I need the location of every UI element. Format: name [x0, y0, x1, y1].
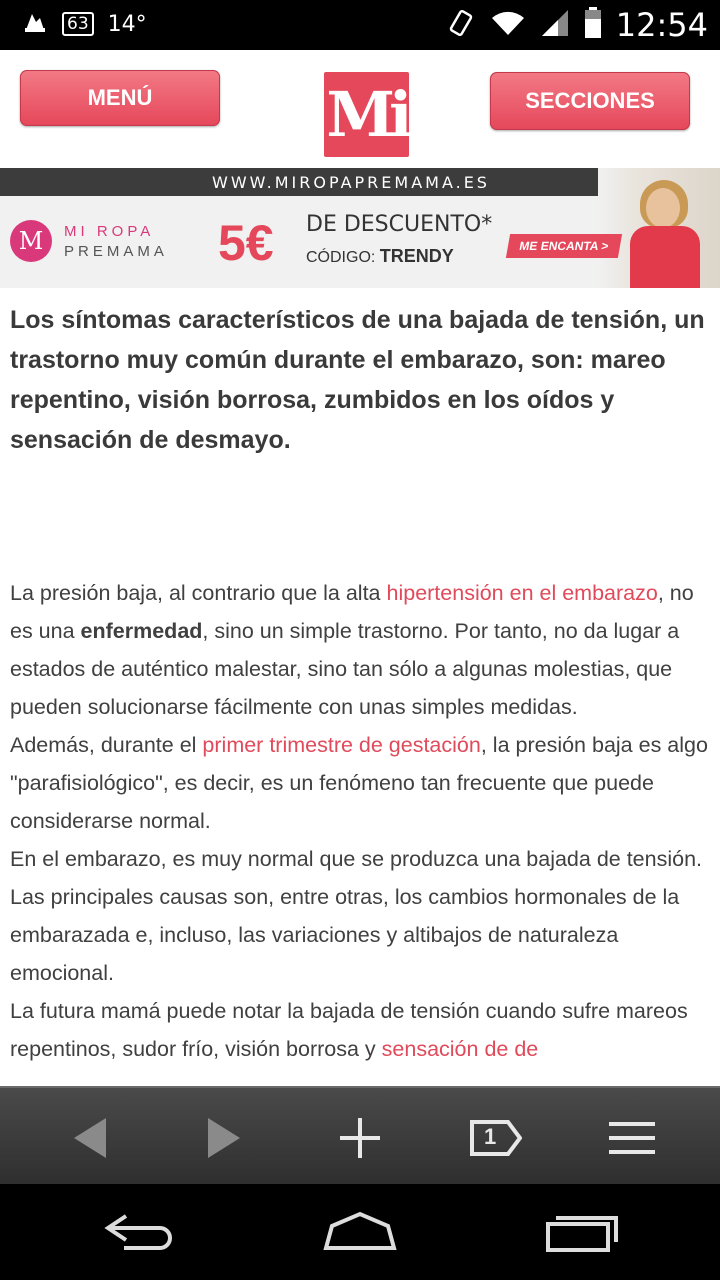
brand-name	[64, 222, 168, 262]
ad-cta-button[interactable]: ME ENCANTA >	[506, 234, 622, 258]
paragraph-3: En el embarazo, es muy normal que se produzca una bajada de tensión. Las principales causas son, entre otras, los cambios hormonales de la embarazada e, incluso, las variaciones y altibajos de naturaleza emocional.	[10, 847, 703, 985]
menu-button[interactable]: MENÚ	[20, 70, 220, 126]
bold-enfermedad: enfermedad	[80, 619, 203, 643]
back-arrow-icon[interactable]	[62, 1112, 118, 1164]
nav-recents-icon[interactable]	[544, 1210, 620, 1259]
menu-lines-icon[interactable]	[604, 1112, 660, 1164]
wifi-icon	[490, 8, 526, 43]
notification-count-icon: 63	[62, 12, 94, 36]
temperature: 14°	[107, 11, 147, 37]
sections-button[interactable]: SECCIONES	[490, 72, 690, 130]
discount-text: DE DESCUENTO*	[306, 212, 493, 237]
paragraph-1	[10, 574, 716, 726]
site-logo[interactable]: Mi	[324, 72, 409, 157]
text: La futura mamá puede notar la bajada de tensión cuando sufre mareos repentinos, sudor frío, visión borrosa y	[10, 999, 688, 1061]
browser-toolbar	[0, 1086, 720, 1186]
signal-icon	[540, 8, 570, 43]
brand-line-1: MI ROPA	[64, 223, 155, 240]
clock: 12:54	[615, 6, 708, 44]
code-label: CÓDIGO:	[306, 249, 376, 266]
text: , no es una	[10, 581, 694, 643]
paragraph-2	[10, 726, 716, 840]
battery-icon	[584, 7, 602, 44]
paragraph-4	[10, 992, 716, 1068]
text: , la presión baja es algo "parafisiológico", es decir, es un fenómeno tan frecuente que puede considerarse normal.	[10, 733, 708, 833]
link-hipertension[interactable]: hipertensión en el embarazo	[386, 581, 658, 605]
ad-url: WWW.MIROPAPREMAMA.ES	[212, 173, 490, 192]
link-primer-trimestre[interactable]: primer trimestre de gestación	[202, 733, 481, 757]
text: , sino un simple trastorno. Por tanto, no da lugar a estados de auténtico malestar, sino tan sólo a algunas molestias, que pueden solucionarse fácilmente con unas simples medidas.	[10, 619, 680, 719]
discount-price: 5€	[218, 215, 274, 271]
code-value: TRENDY	[379, 246, 454, 266]
tabs-count: 1	[484, 1124, 497, 1149]
nav-home-icon[interactable]	[322, 1210, 398, 1259]
article-body	[10, 574, 716, 1086]
nav-back-icon[interactable]	[104, 1210, 176, 1259]
plus-icon[interactable]	[332, 1112, 388, 1164]
android-nav-bar	[0, 1184, 720, 1280]
site-header	[0, 50, 720, 168]
model-top	[630, 226, 700, 288]
discount-code	[306, 246, 454, 267]
forward-arrow-icon[interactable]	[196, 1112, 252, 1164]
text: Además, durante el	[10, 733, 203, 757]
tabs-icon[interactable]	[468, 1112, 524, 1164]
brand-logo-icon: M	[10, 220, 52, 262]
article-lead: Los síntomas característicos de una bajada de tensión, un trastorno muy común durante el embarazo, son: mareo repentino, visión borrosa, zumbidos en los oídos y sensación de desmayo.	[10, 306, 705, 454]
sd-card-icon	[22, 8, 48, 40]
ad-banner[interactable]	[0, 168, 720, 288]
model-head	[646, 188, 680, 228]
text: La presión baja, al contrario que la alta	[10, 581, 387, 605]
vibrate-icon	[446, 8, 476, 43]
link-sensacion[interactable]: sensación de de	[381, 1037, 539, 1061]
status-bar	[0, 0, 720, 50]
brand-line-2: PREMAMA	[64, 243, 168, 260]
article	[10, 300, 714, 460]
